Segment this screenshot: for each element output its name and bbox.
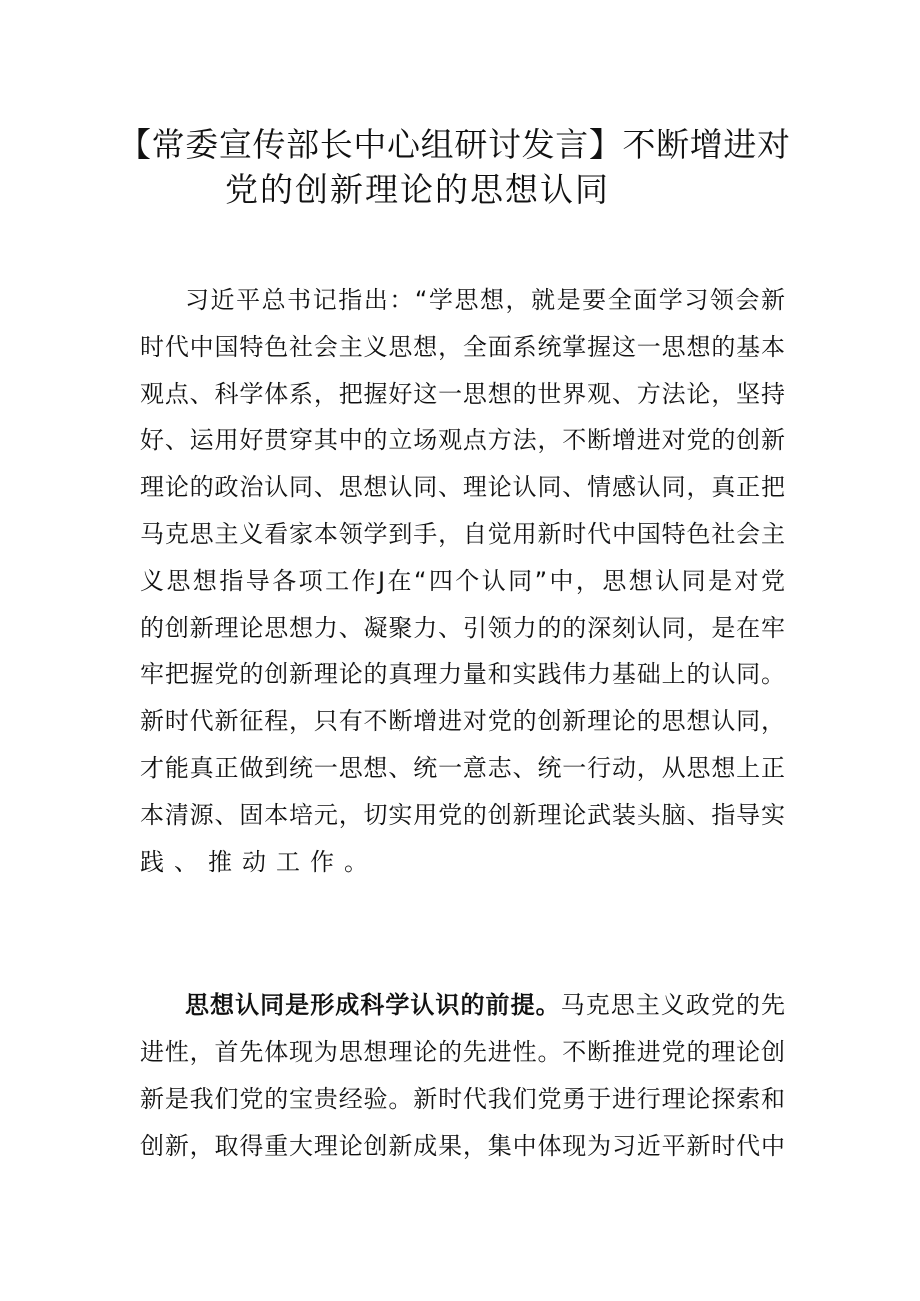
text-line: 践、推动工作。 (140, 847, 378, 876)
text-line: 义思想指导各项工作J在“四个认同”中，思想认同是对党 (140, 566, 785, 595)
text-line: 的创新理论思想力、凝聚力、引领力的的深刻认同，是在牢 (140, 613, 785, 642)
text-line: 观点、科学体系，把握好这一思想的世界观、方法论，坚持 (140, 379, 785, 408)
paragraph-2 (140, 982, 785, 1170)
lead-rest: 马克思主义政党的先 (560, 991, 786, 1019)
text-line: 新是我们党的宝贵经验。新时代我们党勇于进行理论探索和 (140, 1085, 785, 1113)
document-title-line-1: 【常委宣传部长中心组研讨发言】不断增进对 (118, 125, 790, 164)
text-line (140, 982, 785, 1029)
paragraph-1 (140, 277, 785, 885)
text-line: 理论的政治认同、思想认同、理论认同、情感认同，真正把 (140, 473, 785, 502)
document-title-line-2: 党的创新理论的思想认同 (225, 170, 610, 209)
text-line: 才能真正做到统一思想、统一意志、统一行动，从思想上正 (140, 753, 785, 782)
bold-lead-sentence: 思想认同是形成科学认识的前提。 (185, 991, 561, 1019)
text-line: 创新，取得重大理论创新成果，集中体现为习近平新时代中 (140, 1132, 785, 1160)
text-line: 本清源、固本培元，切实用党的创新理论武装头脑、指导实 (140, 800, 785, 829)
text-line: 好、运用好贯穿其中的立场观点方法，不断增进对党的创新 (140, 426, 785, 455)
text-line: 牢把握党的创新理论的真理力量和实践伟力基础上的认同。 (140, 660, 785, 689)
text-line: 时代中国特色社会主义思想，全面系统掌握这一思想的基本 (140, 332, 785, 361)
text-line: 新时代新征程，只有不断增进对党的创新理论的思想认同， (140, 707, 785, 736)
text-line: 习近平总书记指出：“学思想，就是要全面学习领会新 (185, 286, 785, 314)
text-line: 进性，首先体现为思想理论的先进性。不断推进党的理论创 (140, 1038, 785, 1066)
text-line: 马克思主义看家本领学到手，自觉用新时代中国特色社会主 (140, 519, 785, 548)
